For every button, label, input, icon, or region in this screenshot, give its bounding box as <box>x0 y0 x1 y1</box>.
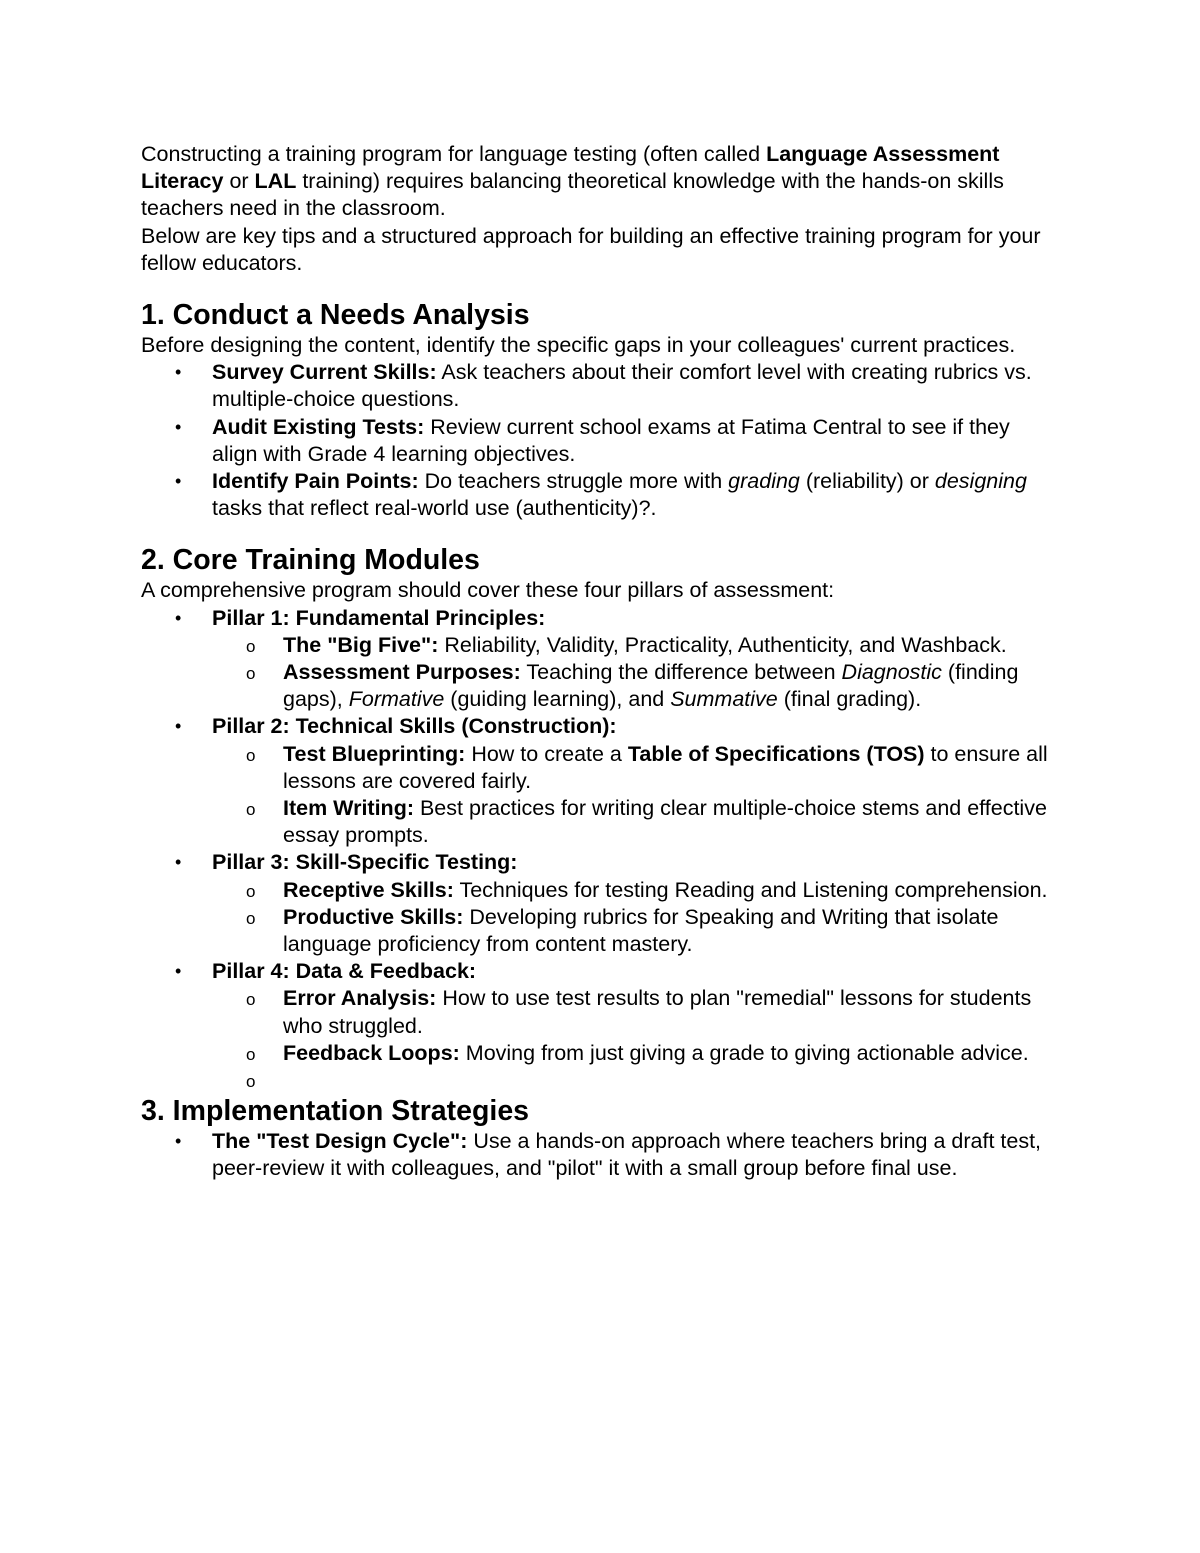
circle-bullet-icon: o <box>246 800 256 820</box>
document-page <box>141 141 1051 1183</box>
pillar-1-sublist <box>141 632 1051 714</box>
bullet-icon: • <box>175 852 182 873</box>
circle-bullet-icon: o <box>246 636 256 656</box>
sub-list-item: o Feedback Loops: Moving from just giving a grade to giving actionable advice. <box>212 1040 1051 1067</box>
sub-list-item: o Productive Skills: Developing rubrics for Speaking and Writing that isolate language proficiency from content mastery. <box>246 904 999 957</box>
bullet-icon: • <box>175 716 182 737</box>
section-heading-core-modules: 2. Core Training Modules <box>141 544 480 577</box>
circle-bullet-icon: o <box>246 990 256 1010</box>
bullet-icon: • <box>175 607 182 628</box>
bullet-icon: • <box>175 471 182 492</box>
pillar-item-4: • Pillar 4: Data & Feedback: o Error Analysis: How to use test results to plan "remedial" lessons for students who struggled. o Feedback Loops: Moving from just giving a grade to giving actionable advice. o <box>141 958 1051 1094</box>
sub-list-item: o Error Analysis: How to use test results to plan "remedial" lessons for students who struggled. <box>246 986 1032 1038</box>
circle-bullet-icon: o <box>246 664 256 684</box>
bullet-icon: • <box>175 1131 182 1152</box>
empty-sub-list-item <box>212 1067 1051 1094</box>
list-item: • Audit Existing Tests: Review current school exams at Fatima Central to see if they align with Grade 4 learning objectives. <box>175 414 1010 466</box>
section-lead: Before designing the content, identify the specific gaps in your colleagues' current practices. <box>141 333 1016 358</box>
needs-analysis-list <box>141 359 1051 522</box>
bullet-icon: • <box>175 416 182 437</box>
pillar-3-sublist <box>141 877 1051 959</box>
circle-bullet-icon: o <box>246 745 256 765</box>
sub-list-item: o Item Writing: Best practices for writing clear multiple-choice stems and effective essay prompts. <box>246 796 1047 848</box>
sub-list-item: o Receptive Skills: Techniques for testing Reading and Listening comprehension. <box>212 877 1051 904</box>
section-lead: A comprehensive program should cover these four pillars of assessment: <box>141 578 835 603</box>
pillar-2-sublist <box>141 741 1051 850</box>
pillar-item-2: • Pillar 2: Technical Skills (Construction): o Test Blueprinting: How to create a Table of Specifications (TOS) to ensure all lessons are covered fairly. o Item Writing: Best practices for writing clear multiple-choice stems and effective essay prompts. <box>141 713 1051 849</box>
section-heading-implementation: 3. Implementation Strategies <box>141 1095 530 1128</box>
pillar-4-sublist <box>141 985 1051 1094</box>
pillars-list <box>141 605 1051 1095</box>
section-heading-needs-analysis: 1. Conduct a Needs Analysis <box>141 299 530 332</box>
intro-paragraph-2: Below are key tips and a structured approach for building an effective training program for your fellow educators. <box>141 223 1041 275</box>
sub-list-item: o Assessment Purposes: Teaching the difference between Diagnostic (finding gaps), Formative (guiding learning), and Summative (final grading). <box>246 660 1019 712</box>
pillar-item-3: • Pillar 3: Skill-Specific Testing: o Receptive Skills: Techniques for testing Reading and Listening comprehension. o Productive Skills: Developing rubrics for Speaking and Writing that isolate language proficiency from content mastery. <box>141 849 1051 958</box>
implementation-list <box>141 1128 1051 1182</box>
list-item: • Identify Pain Points: Do teachers struggle more with grading (reliability) or designing tasks that reflect real-world use (authenticity)?. <box>175 469 1027 521</box>
sub-list-item: o The "Big Five": Reliability, Validity, Practicality, Authenticity, and Washback. <box>212 632 1051 659</box>
list-item: • Survey Current Skills: Ask teachers about their comfort level with creating rubrics vs. multiple-choice questions. <box>175 360 1032 412</box>
sub-list-item: o Test Blueprinting: How to create a Table of Specifications (TOS) to ensure all lessons are covered fairly. <box>246 741 1048 793</box>
bullet-icon: • <box>175 961 182 982</box>
list-item: • The "Test Design Cycle": Use a hands-on approach where teachers bring a draft test, peer-review it with colleagues, and "pilot" it with a small group before final use. <box>175 1129 1042 1181</box>
circle-bullet-icon: o <box>246 1044 256 1064</box>
circle-bullet-icon: o <box>246 881 256 901</box>
circle-bullet-icon: o <box>246 1072 256 1092</box>
pillar-item-1: • Pillar 1: Fundamental Principles: o The "Big Five": Reliability, Validity, Practicality, Authenticity, and Washback. o Assessment Purposes: Teaching the difference between Diagnostic (finding gaps), Formative (guiding learning), and Summative (final grading). <box>141 605 1051 714</box>
circle-bullet-icon: o <box>246 908 256 928</box>
intro-paragraph: Constructing a training program for language testing (often called Language Assessment Literacy or LAL training) requires balancing theoretical knowledge with the hands-on skills teachers need in the classroom. <box>141 142 1004 221</box>
bullet-icon: • <box>175 362 182 383</box>
